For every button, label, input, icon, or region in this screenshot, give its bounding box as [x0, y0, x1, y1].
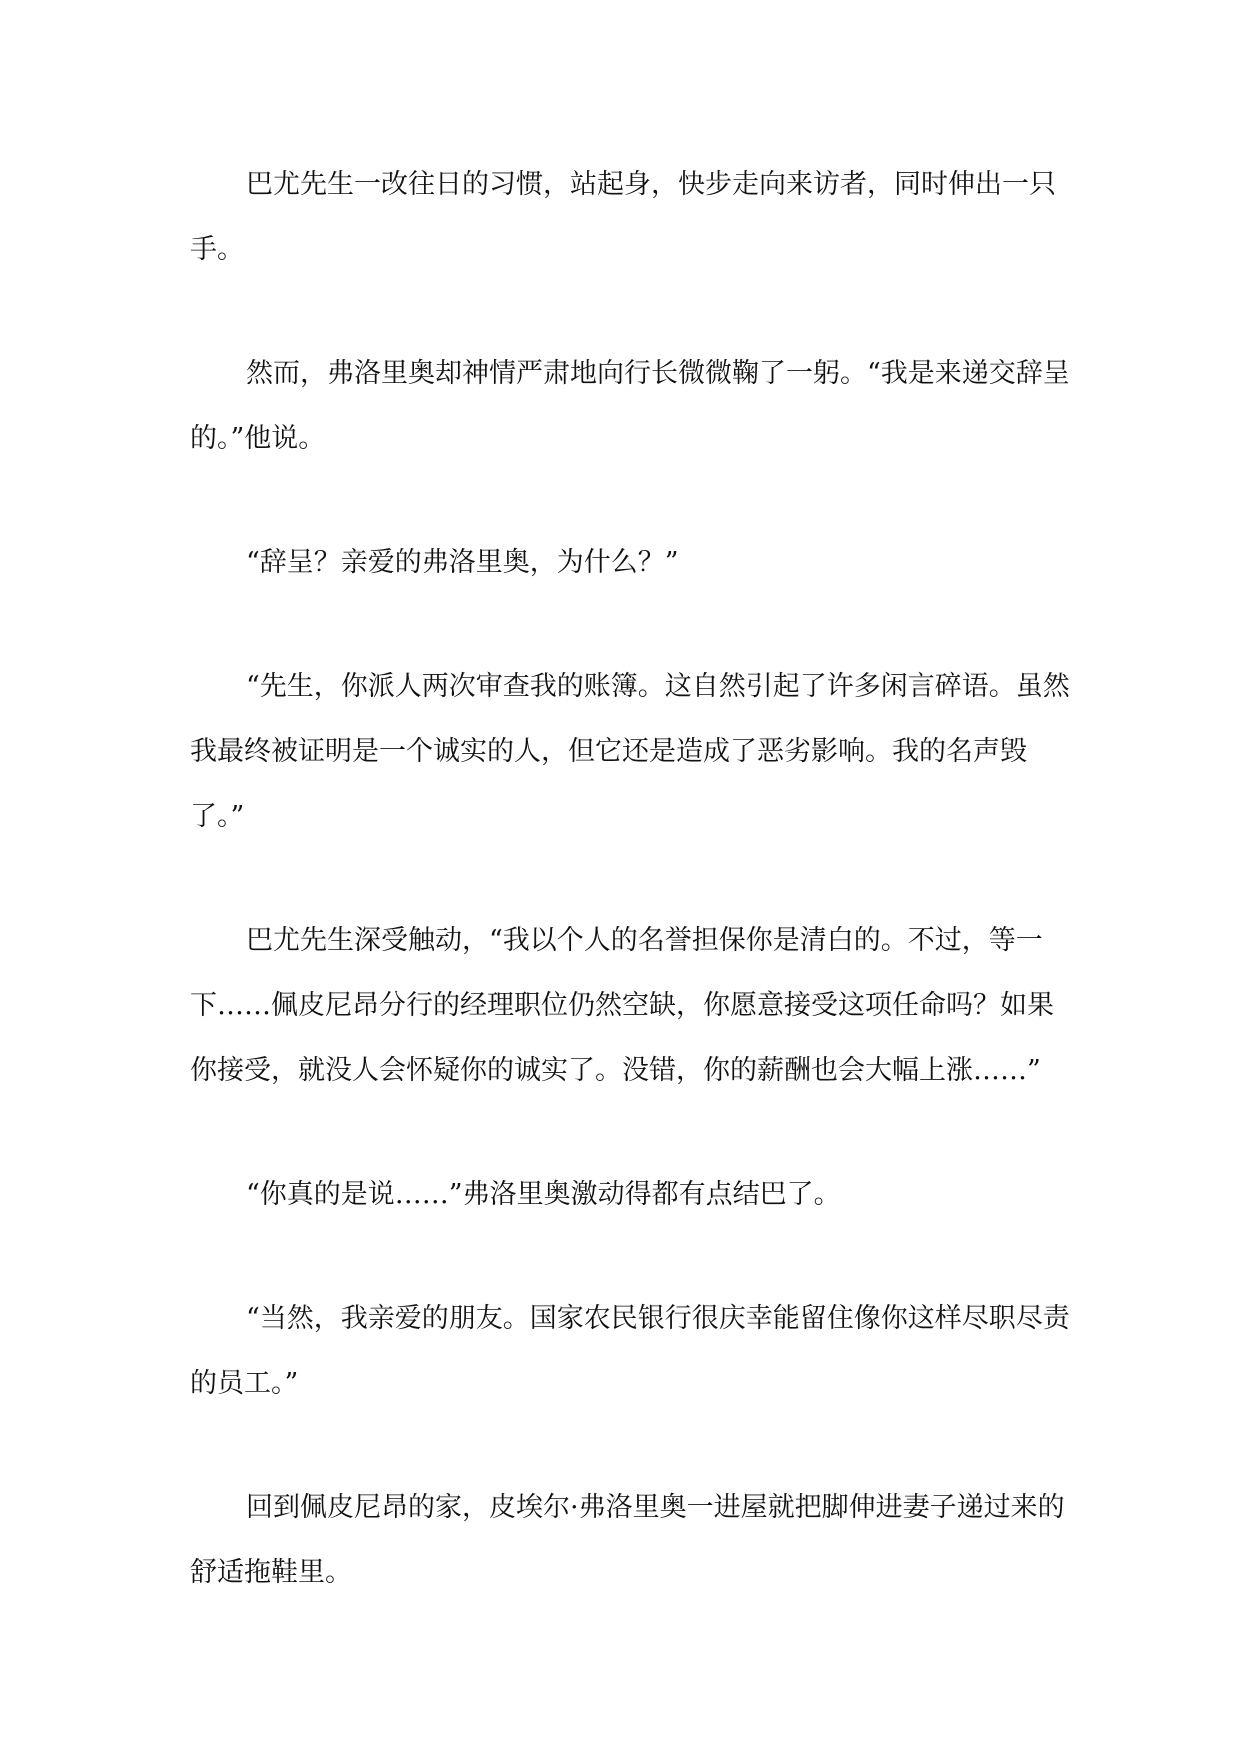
paragraph-1: 巴尤先生一改往日的习惯，站起身，快步走向来访者，同时伸出一只手。 [190, 169, 1056, 265]
paragraph-7: “当然，我亲爱的朋友。国家农民银行很庆幸能留住像你这样尽职尽责的员工。” [190, 1303, 1070, 1399]
paragraph-6: “你真的是说……”弗洛里奥激动得都有点结巴了。 [246, 1179, 841, 1210]
paragraph-4: “先生，你派人两次审查我的账簿。这自然引起了许多闲言碎语。虽然我最终被证明是一个诚实的人，但它还是造成了恶劣影响。我的名声毁了。” [190, 671, 1070, 832]
paragraph-2: 然而，弗洛里奥却神情严肃地向行长微微鞠了一躬。“我是来递交辞呈的。”他说。 [190, 358, 1070, 454]
body-text [190, 152, 1070, 1605]
paragraph-5: 巴尤先生深受触动，“我以个人的名誉担保你是清白的。不过，等一下……佩皮尼昂分行的经理职位仍然空缺，你愿意接受这项任命吗？如果你接受，就没人会怀疑你的诚实了。没错，你的薪酬也会大幅上涨……” [190, 925, 1054, 1086]
paragraph-3: “辞呈？亲爱的弗洛里奥，为什么？” [246, 547, 679, 578]
paragraph-8: 回到佩皮尼昂的家，皮埃尔·弗洛里奥一进屋就把脚伸进妻子递过来的舒适拖鞋里。 [190, 1492, 1065, 1588]
